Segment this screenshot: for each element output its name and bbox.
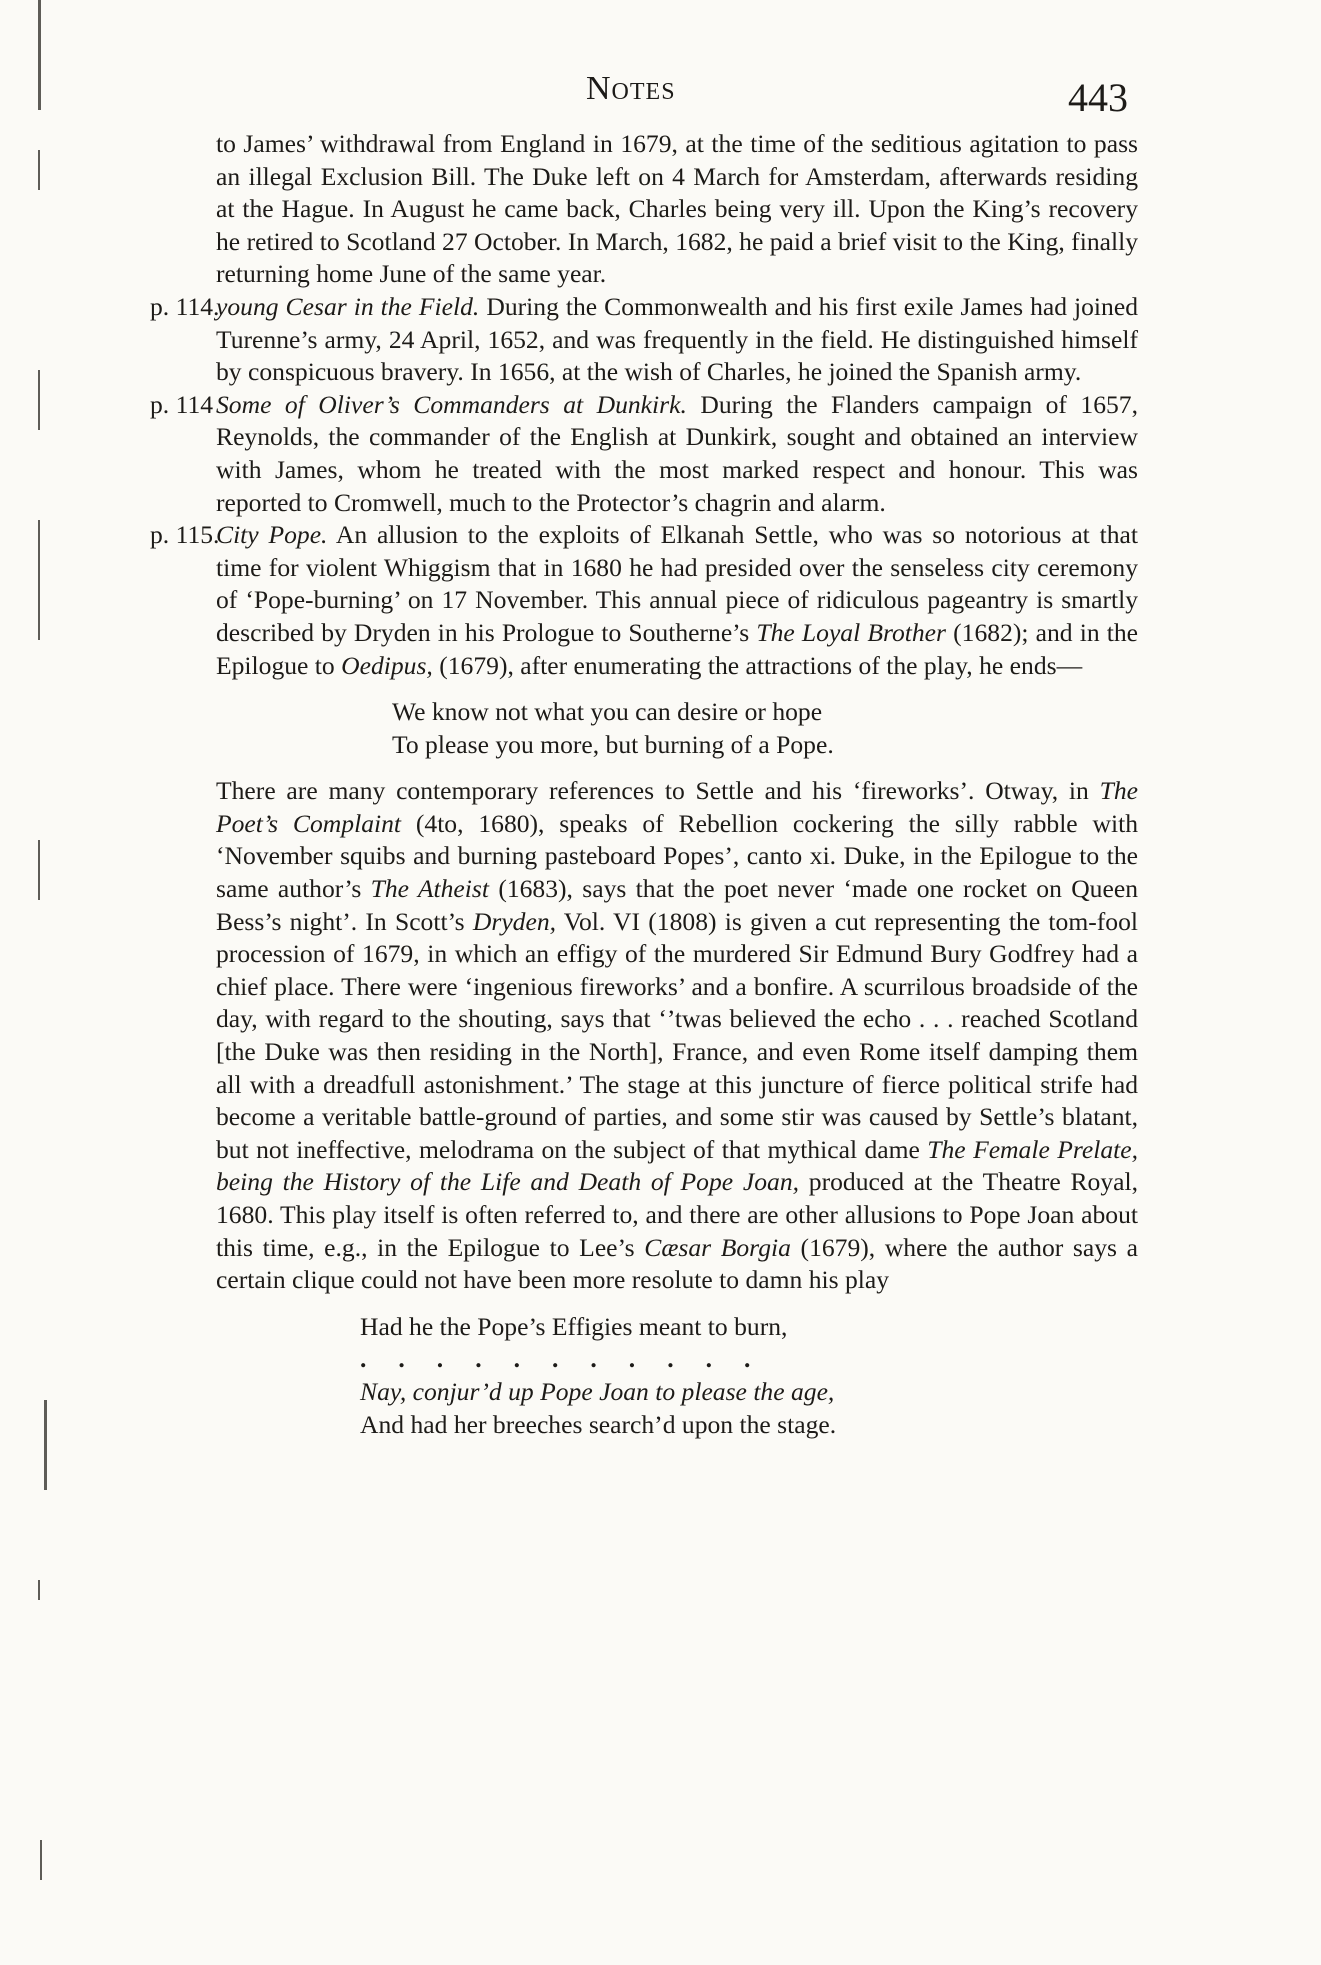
note-citation: young Cesar in the Field. [216,291,480,321]
binding-mark [38,150,40,190]
verse-ellipsis: ........... [360,1344,783,1374]
verse-line: Had he the Pope’s Effigies meant to burn, [360,1311,788,1341]
note-text: During the Flanders campaign of 1657, Reynolds, the commander of the English at Dunkirk, sought and obtained an interview with James, whom he treated with the most marked respect and honour. This was reported to Cromwell, much to the Protector’s chagrin and alarm. [216,389,1138,517]
note-entry [150,291,1138,389]
work-title: Oedipus, [341,650,433,680]
para-text: Vol. VI (1808) is given a cut representing the tom-fool procession of 1679, in which an effigy of the murdered Sir Edmund Bury Godfrey had a chief place. There were ‘ingenious fireworks’ and a bonfire. A scurrilous broadside of the day, with regard to the shouting, says that ‘’twas believed the echo . . . reached Scotland [the Duke was then residing in the North], France, and even Rome itself damping them all with a dreadfull astonishment.’ The stage at this juncture of fierce political strife had become a veritable battle-ground of parties, and some stir was caused by Settle’s blatant, but not ineffective, melodrama on the subject of that mythical dame [216,906,1138,1164]
notes-body [150,128,1138,1455]
binding-mark [44,1400,47,1490]
note-citation: Some of Oliver’s Commanders at Dunkirk. [216,389,687,419]
page-header [200,70,1140,130]
continuation-paragraph: to James’ withdrawal from England in 1679, at the time of the seditious agitation to pass an illegal Exclusion Bill. The Duke left on 4 March for Amsterdam, afterwards residing at the Hague. In August he came back, Charles being very ill. Upon the King’s recovery he retired to Scotland 27 October. In March, 1682, he paid a brief visit to the King, finally returning home June of the same year. [216,129,1138,289]
verse-quote [150,696,1138,761]
note-ref: p. 115. [150,520,220,550]
work-title: The Poet’s Complaint [216,776,1138,838]
work-title: The Atheist [370,874,489,904]
page-number: 443 [1068,75,1128,120]
note-ref: p. 114. [150,291,220,321]
work-title: Cæsar Borgia [644,1232,791,1262]
note-entry [150,519,1138,682]
note-citation: City Pope. [216,520,328,550]
para-text: (4to, 1680), speaks of Rebellion cockering the silly rabble with ‘November squibs and burning pasteboard Popes’, canto xi. Duke, in the Epilogue to the same author’s [216,808,1139,904]
binding-mark [38,520,40,640]
verse-line: And had her breeches search’d upon the stage. [360,1409,837,1439]
verse-line: To please you more, but burning of a Pope. [392,729,834,759]
note-text: During the Commonwealth and his first exile James had joined Turenne’s army, 24 April, 1652, and was frequently in the field. He distinguished himself by conspicuous bravery. In 1656, at the wish of Charles, he joined the Spanish army. [216,291,1139,387]
work-title: The Female Prelate, being the History of the Life and Death of Pope Joan, [216,1134,1138,1197]
binding-mark [40,1840,42,1880]
note-text: (1679), after enumerating the attractions of the play, he ends— [439,650,1083,680]
running-head: Notes [586,70,676,107]
note-entry [150,389,1138,519]
para-text: (1679), where the author says a certain clique could not have been more resolute to damn his play [216,1232,1138,1295]
note-ref: p. 114 [150,389,214,419]
binding-mark [38,840,40,900]
binding-mark [38,0,41,110]
para-text: produced at the Theatre Royal, 1680. This play itself is often referred to, and there are other allusions to Pope Joan about this time, e.g., in the Epilogue to Lee’s [216,1167,1138,1262]
note-text: An allusion to the exploits of Elkanah Settle, who was so notorious at that time for violent Whiggism that in 1680 he had presided over the senseless city ceremony of ‘Pope-burning’ on 17 November. This annual piece of ridiculous pageantry is smartly described by Dryden in his Prologue to Southerne’s [216,520,1138,647]
binding-mark [38,370,40,430]
binding-mark [38,1580,40,1600]
para-text: (1683), says that the poet never ‘made one rocket on Queen Bess’s night’. In Scott’s [216,874,1138,936]
verse-line: Nay, conjur’d up Pope Joan to please the age, [360,1376,835,1406]
work-title: Dryden, [472,906,557,936]
note-text: (1682); and in the Epilogue to [216,617,1139,680]
commentary-paragraph [150,775,1138,1297]
work-title: The Loyal Brother [756,617,947,647]
para-text: There are many contemporary references to Settle and his ‘fireworks’. Otway, in [216,776,1089,806]
verse-line: We know not what you can desire or hope [392,697,823,727]
verse-quote [150,1311,1138,1441]
